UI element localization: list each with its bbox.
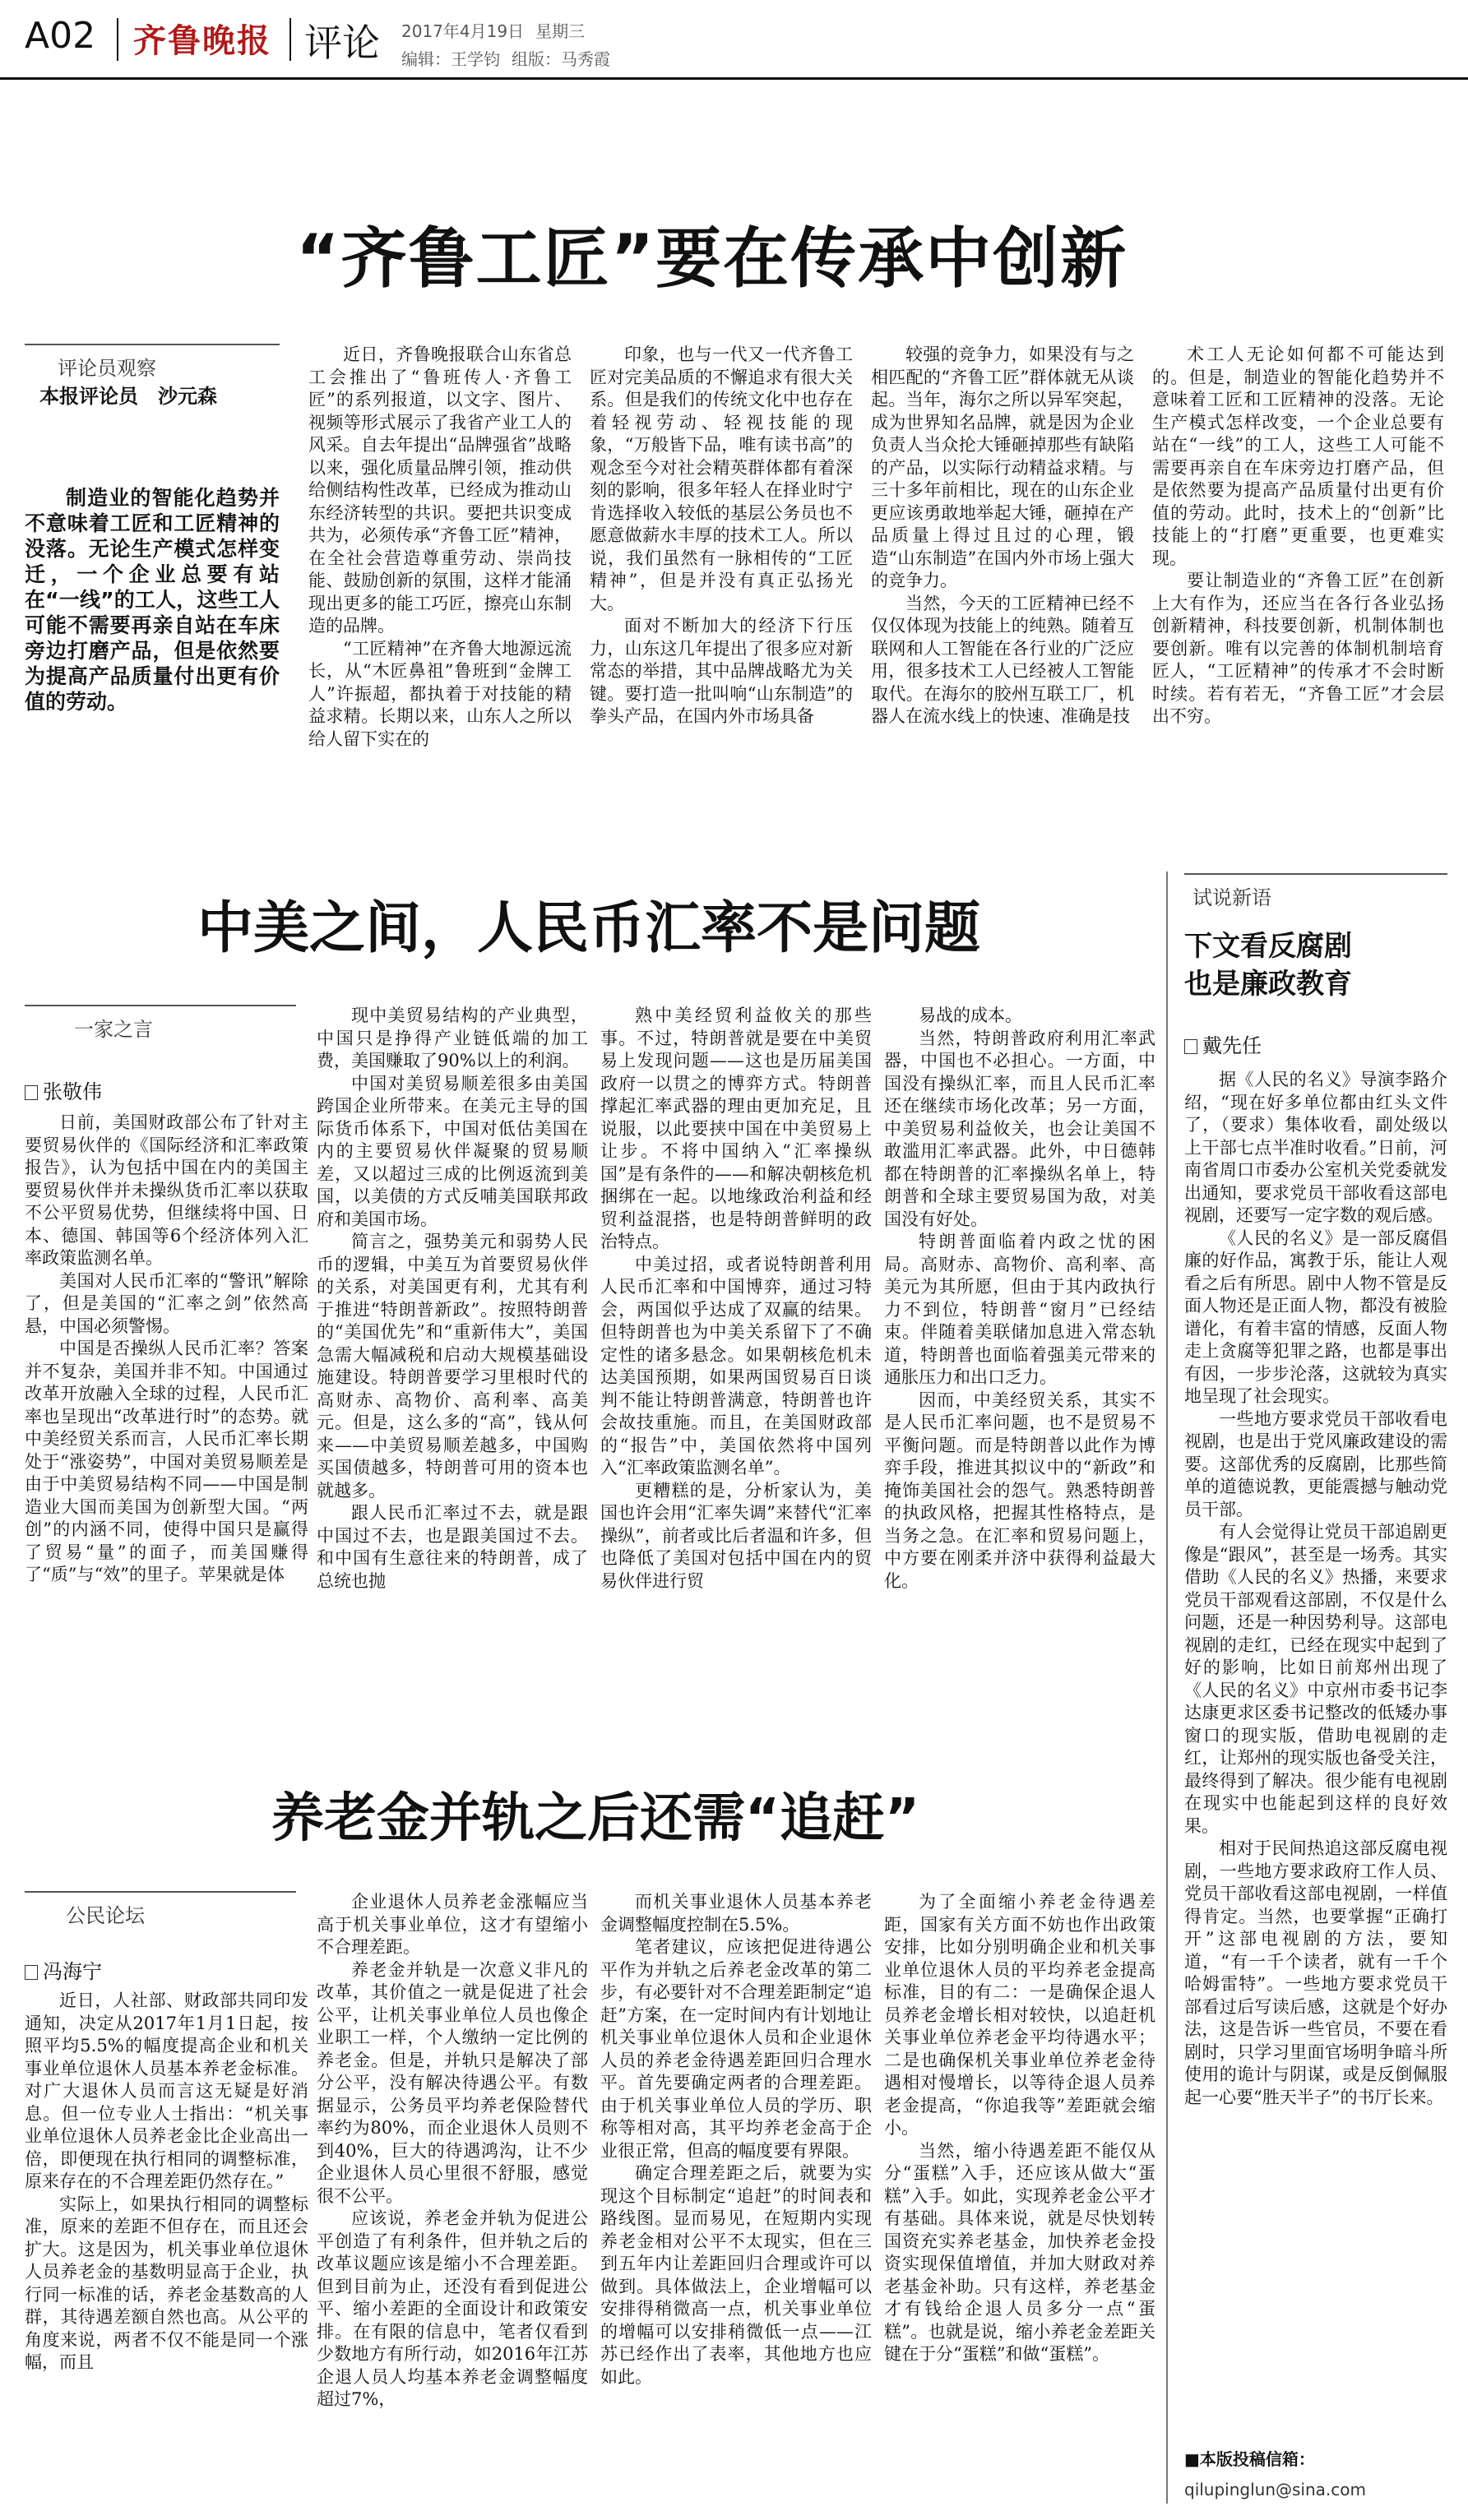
sidebar-headline: 下文看反腐剧 也是廉政教育 <box>1184 930 1352 1001</box>
article1-column-tag: 评论员观察 <box>25 344 280 381</box>
sidebar-divider <box>1166 872 1168 2504</box>
article3-column-1: 近日，人社部、财政部共同印发通知，决定从2017年1月1日起，按照平均5.5%的幅度提高企业和机关事业单位退休人员基本养老金标准。对广大退休人员而言这无疑是好消息。但一位专业人士指出：“机关事业单位退休人员养老金比企业高出一倍，即便现在执行相同的调整标准，原来存在的不合理差距仍然存在。” 实际上，如果执行相同的调整标准，原来的差距不但存在，而且还会扩大。这是因为，机关事业单位退休人员养老金的基数明显高于企业，执行同一标准的话，养老金基数高的人群，其待遇差额自然也高。从公平的角度来说，两者不仅不能是同一个涨幅，而且 <box>25 1991 308 2372</box>
submission-email[interactable]: qilupinglun@sina.com <box>1184 2480 1366 2499</box>
article3-column-tag: 公民论坛 <box>25 1891 296 1928</box>
article1-summary: 制造业的智能化趋势并不意味着工匠和工匠精神的没落。无论生产模式怎样变迁，一个企业总要有站在“一线”的工人，这些工人可能不需要再亲自站在车床旁边打磨产品，但是依然要为提高产品质量付出更有价值的劳动。 <box>25 486 280 714</box>
sidebar-column-tag: 试说新语 <box>1184 873 1447 910</box>
submission-info: ■本版投稿信箱： qilupinglun@sina.com <box>1184 2446 1447 2499</box>
article1-headline: “齐鲁工匠”要在传承中创新 <box>296 220 1128 297</box>
article1-byline: 本报评论员 沙元森 <box>39 385 217 408</box>
masthead-rule <box>0 77 1468 80</box>
article3-column-4: 为了全面缩小养老金待遇差距，国家有关方面不妨也作出政策安排，比如分别明确企业和机关事业单位退休人员的平均养老金提高标准，目的有二：一是确保企退人员养老金增长相对较快，以追赶机关事业单位养老金平均待遇水平；二是也确保机关事业单位养老金待遇相对慢增长，以等待企退人员养老金提高，“你追我等”差距就会缩小。 当然，缩小待遇差距不能仅从分“蛋糕”入手，还应该从做大“蛋糕”入手。如此，实现养老金公平才有基础。具体来说，就是尽快划转国资充实养老基金，加快养老金投资实现保值增值，并加大财政对养老基金补助。只有这样，养老基金才有钱给企退人员多分一点“蛋糕”。也就是说，缩小养老金差距关键在于分“蛋糕”和做“蛋糕”。 <box>884 1892 1155 2364</box>
tag-rule <box>25 1891 296 1893</box>
masthead-divider <box>117 18 118 61</box>
byline-box-icon <box>25 1085 38 1100</box>
issue-date: 2017年4月19日 星期三 <box>401 21 586 41</box>
square-bullet-icon: ■ <box>1184 2449 1200 2469</box>
article2-column-4: 易战的成本。 当然，特朗普政府利用汇率武器，中国也不必担心。一方面，中国没有操纵汇率，而且人民币汇率还在继续市场化改革；另一方面，中美贸易利益攸关，也会让美国不敢滥用汇率武器。此外，中日德韩都在特朗普的汇率操纵名单上，特朗普和全球主要贸易国为敌，对美国没有好处。 特朗普面临着内政之忧的困局。高财赤、高物价、高利率、高美元为其所愿，但由于其内政执行力不到位，特朗普“窗月”已经结束。伴随着美联储加息进入常态轨道，特朗普也面临着强美元带来的通胀压力和出口乏力。 因而，中美经贸关系，其实不是人民币汇率问题，也不是贸易不平衡问题。而是特朗普以此作为博弈手段，推进其拟议中的“新政”和掩饰美国社会的怨气。熟悉特朗普的执政风格，把握其性格特点，是当务之急。在汇率和贸易问题上，中方要在刚柔并济中获得利益最大化。 <box>884 1006 1155 1591</box>
article2-column-2: 现中美贸易结构的产业典型，中国只是挣得产业链低端的加工费，美国赚取了90%以上的利润。 中国对美贸易顺差很多由美国跨国企业所带来。在美元主导的国际货币体系下，中国对低估美国在内的主要贸易伙伴凝聚的贸易顺差，又以超过三成的比例返流到美国，以美债的方式反哺美国联邦政府和美国市场。 简言之，强势美元和弱势人民币的逻辑，中美互为首要贸易伙伴的关系，对美国更有利，尤其有利于推进“特朗普新政”。按照特朗普的“美国优先”和“重新伟大”，美国急需大幅减税和启动大规模基础设施建设。特朗普要学习里根时代的高财赤、高物价、高利率、高美元。但是，这么多的“高”，钱从何来——中美贸易顺差越多，中国购买国债越多，特朗普可用的资本也就越多。 跟人民币汇率过不去，就是跟中国过不去，也是跟美国过不去。和中国有生意往来的特朗普，成了总统也抛 <box>317 1006 588 1591</box>
sidebar-byline: 戴先任 <box>1184 1029 1262 1058</box>
page-number: A02 <box>25 15 96 57</box>
article3-headline: 养老金并轨之后还需“追赶” <box>271 1788 920 1849</box>
masthead-divider <box>289 18 291 61</box>
section-title: 评论 <box>304 21 380 65</box>
tag-rule <box>25 344 280 345</box>
editors: 编辑：王学钧 组版：马秀霞 <box>401 49 610 69</box>
article1-column-4: 术工人无论如何都不可能达到的。但是，制造业的智能化趋势并不意味着工匠和工匠精神的没落。无论生产模式怎样改变，一个企业总要有站在“一线”的工人，这些工人可能不需要再亲自在车床旁边打磨产品，但是依然要为提高产品质量付出更有价值的劳动。此时，技术上的“创新”比技能上的“打磨”更重要，也更难实现。 要让制造业的“齐鲁工匠”在创新上大有作为，还应当在各行各业弘扬创新精神，科技要创新，机制体制也要创新。唯有以完善的体制机制培育匠人，“工匠精神”的传承才不会时断时续。若有若无，“齐鲁工匠”才会层出不穷。 <box>1152 344 1444 726</box>
article3-column-3: 而机关事业退休人员基本养老金调整幅度控制在5.5%。 笔者建议，应该把促进待遇公平作为并轨之后养老金改革的第二步，有必要针对不合理差距制定“追赶”方案，在一定时间内有计划地让机关事业单位退休人员和企业退休人员的养老金待遇差距回归合理水平。首先要确定两者的合理差距。由于机关事业单位人员的学历、职称等相对高，其平均养老金高于企业很正常，但高的幅度要有界限。 确定合理差距之后，就要为实现这个目标制定“追赶”的时间表和路线图。显而易见，在短期内实现养老金相对公平不太现实，但在三到五年内让差距回归合理或许可以做到。具体做法上，企业增幅可以安排得稍微高一点，机关事业单位的增幅可以安排稍微低一点——江苏已经作出了表率，其他地方也应如此。 <box>600 1892 872 2387</box>
article2-column-tag: 一家之言 <box>25 1005 296 1042</box>
article2-byline: 张敬伟 <box>25 1075 102 1104</box>
article2-column-3: 熟中美经贸利益攸关的那些事。不过，特朗普就是要在中美贸易上发现问题——这也是历届美国政府一以贯之的博弈方式。特朗普撑起汇率武器的理由更加充足，且说服，以此要挟中国在中美贸易上让步。不将中国纳入“汇率操纵国”是有条件的——和解决朝核危机捆绑在一起。以地缘政治利益和经贸利益混搭，也是特朗普鲜明的政治特点。 中美过招，或者说特朗普利用人民币汇率和中国博弈，通过习特会，两国似乎达成了双赢的结果。但特朗普也为中美关系留下了不确定性的诸多悬念。如果朝核危机未达美国预期，如果两国贸易百日谈判不能让特朗普满意，特朗普也许会故技重施。而且，在美国财政部的“报告”中，美国依然将中国列入“汇率政策监测名单”。 更糟糕的是，分析家认为，美国也许会用“汇率失调”来替代“汇率操纵”，前者或比后者温和许多，但也降低了美国对包括中国在内的贸易伙伴进行贸 <box>600 1006 872 1591</box>
sidebar-body: 据《人民的名义》导演李路介绍，“现在好多单位都由红头文件了，（要求）集体收看，副处级以上干部七点半准时收看。”日前，河南省周口市委办公室机关党委就发出通知，要求党员干部收看这部电视剧，还要写一定字数的观后感。 《人民的名义》是一部反腐倡廉的好作品，寓教于乐，能让人观看之后有所思。剧中人物不管是反面人物还是正面人物，都没有被脸谱化，有着丰富的情感，反面人物走上贪腐等犯罪之路，也都是事出有因，一步步沦落，这就较为真实地呈现了社会现实。 一些地方要求党员干部收看电视剧，也是出于党风廉政建设的需要。这部优秀的反腐剧，比那些简单的道德说教，更能震撼与触动党员干部。 有人会觉得让党员干部追剧更像是“跟风”，甚至是一场秀。其实借助《人民的名义》热播，来要求党员干部观看这部剧，不仅是什么问题，还是一种因势利导。这部电视剧的走红，已经在现实中起到了好的影响，比如日前郑州出现了《人民的名义》中京州市委书记李达康更求区委书记整改的低矮办事窗口的现实版，借助电视剧的走红，让郑州的现实版也备受关注，最终得到了解决。很少能有电视剧在现实中也能起到这样的良好效果。 相对于民间热追这部反腐电视剧，一些地方要求政府工作人员、党员干部收看这部电视剧，一样值得肯定。当然，也要掌握“正确打开”这部电视剧的方法，要知道，“有一千个读者，就有一千个哈姆雷特”。一些地方要求党员干部看过后写读后感，这就是个好办法，这是告诉一些官员，不要在看剧时，只学习里面官场明争暗斗所使用的诡计与阴谋，或是反倒佩服起一心要“胜天半子”的书厅长来。 <box>1184 1070 1447 2107</box>
article3-byline: 冯海宁 <box>25 1955 102 1984</box>
byline-box-icon <box>25 1965 38 1980</box>
article1-column-2: 印象，也与一代又一代齐鲁工匠对完美品质的不懈追求有很大关系。但是我们的传统文化中也存在着轻视劳动、轻视技能的现象，“万般皆下品，唯有读书高”的观念至今对社会精英群体都有着深刻的影响，很多年轻人在择业时宁肯选择收入较低的基层公务员也不愿意做薪水丰厚的技术工人。所以说，我们虽然有一脉相传的“工匠精神”，但是并没有真正弘扬光大。 面对不断加大的经济下行压力，山东这几年提出了很多应对新常态的举措，其中品牌战略尤为关键。要打造一批叫响“山东制造”的拳头产品，在国内外市场具备 <box>590 344 853 726</box>
tag-rule <box>1184 873 1447 875</box>
byline-box-icon <box>1184 1039 1197 1054</box>
tag-rule <box>25 1005 296 1006</box>
article1-column-1: 近日，齐鲁晚报联合山东省总工会推出了“鲁班传人·齐鲁工匠”的系列报道，以文字、图片、视频等形式展示了我省产业工人的风采。自去年提出“品牌强省”战略以来，强化质量品牌引领，推动供给侧结构性改革，已经成为推动山东经济转型的共识。要把共识变成共为，必须传承“齐鲁工匠”精神，在全社会营造尊重劳动、崇尚技能、鼓励创新的氛围，这样才能涌现出更多的能工巧匠，擦亮山东制造的品牌。 “工匠精神”在齐鲁大地源远流长，从“木匠鼻祖”鲁班到“金牌工人”许振超，都执着于对技能的精益求精。长期以来，山东人之所以给人留下实在的 <box>308 344 572 749</box>
masthead <box>0 0 1468 74</box>
article2-headline: 中美之间，人民币汇率不是问题 <box>197 896 981 961</box>
newspaper-logo: 齐鲁晚报 <box>133 21 271 60</box>
article3-column-2: 企业退休人员养老金涨幅应当高于机关事业单位，这才有望缩小不合理差距。 养老金并轨是一次意义非凡的改革，其价值之一就是促进了社会公平，让机关事业单位人员也像企业职工一样，个人缴纳一定比例的养老金。但是，并轨只是解决了部分公平，没有解决待遇公平。有数据显示，公务员平均养老保险替代率约为80%，而企业退休人员则不到40%，巨大的待遇鸿沟，让不少企业退休人员心里很不舒服，感觉很不公平。 应该说，养老金并轨为促进公平创造了有利条件，但并轨之后的改革议题应该是缩小不合理差距。但到目前为止，还没有看到促进公平、缩小差距的全面设计和政策安排。在有限的信息中，笔者仅看到少数地方有所行动，如2016年江苏企退人员人均基本养老金调整幅度超过7%， <box>317 1892 588 2409</box>
article1-column-3: 较强的竞争力，如果没有与之相匹配的“齐鲁工匠”群体就无从谈起。当年，海尔之所以异军突起，成为世界知名品牌，就是因为企业负责人当众抡大锤砸掉那些有缺陷的产品，以实际行动精益求精。与三十多年前相比，现在的山东企业更应该勇敢地举起大锤，砸掉在产品质量上得过且过的心理，锻造“山东制造”在国内外市场上强大的竞争力。 当然，今天的工匠精神已经不仅仅体现为技能上的纯熟。随着互联网和人工智能在各行业的广泛应用，很多技术工人已经被人工智能取代。在海尔的胶州互联工厂，机器人在流水线上的快速、准确是技 <box>871 344 1134 726</box>
article2-column-1: 日前，美国财政部公布了针对主要贸易伙伴的《国际经济和汇率政策报告》，认为包括中国在内的美国主要贸易伙伴并未操纵货币汇率以获取不公平贸易优势，但继续将中国、日本、德国、韩国等6个经济体列入汇率政策监测名单。 美国对人民币汇率的“警讯”解除了，但是美国的“汇率之剑”依然高悬，中国必须警惕。 中国是否操纵人民币汇率？答案并不复杂，美国并非不知。中国通过改革开放融入全球的过程，人民币汇率也呈现出“改革进行时”的态势。就中美经贸关系而言，人民币汇率长期处于“涨姿势”，中国对美贸易顺差是由于中美贸易结构不同——中国是制造业大国而美国为创新型大国。“两创”的内涵不同，使得中国只是赢得了贸易“量”的面子，而美国赚得了“质”与“效”的里子。苹果就是体 <box>25 1112 308 1584</box>
